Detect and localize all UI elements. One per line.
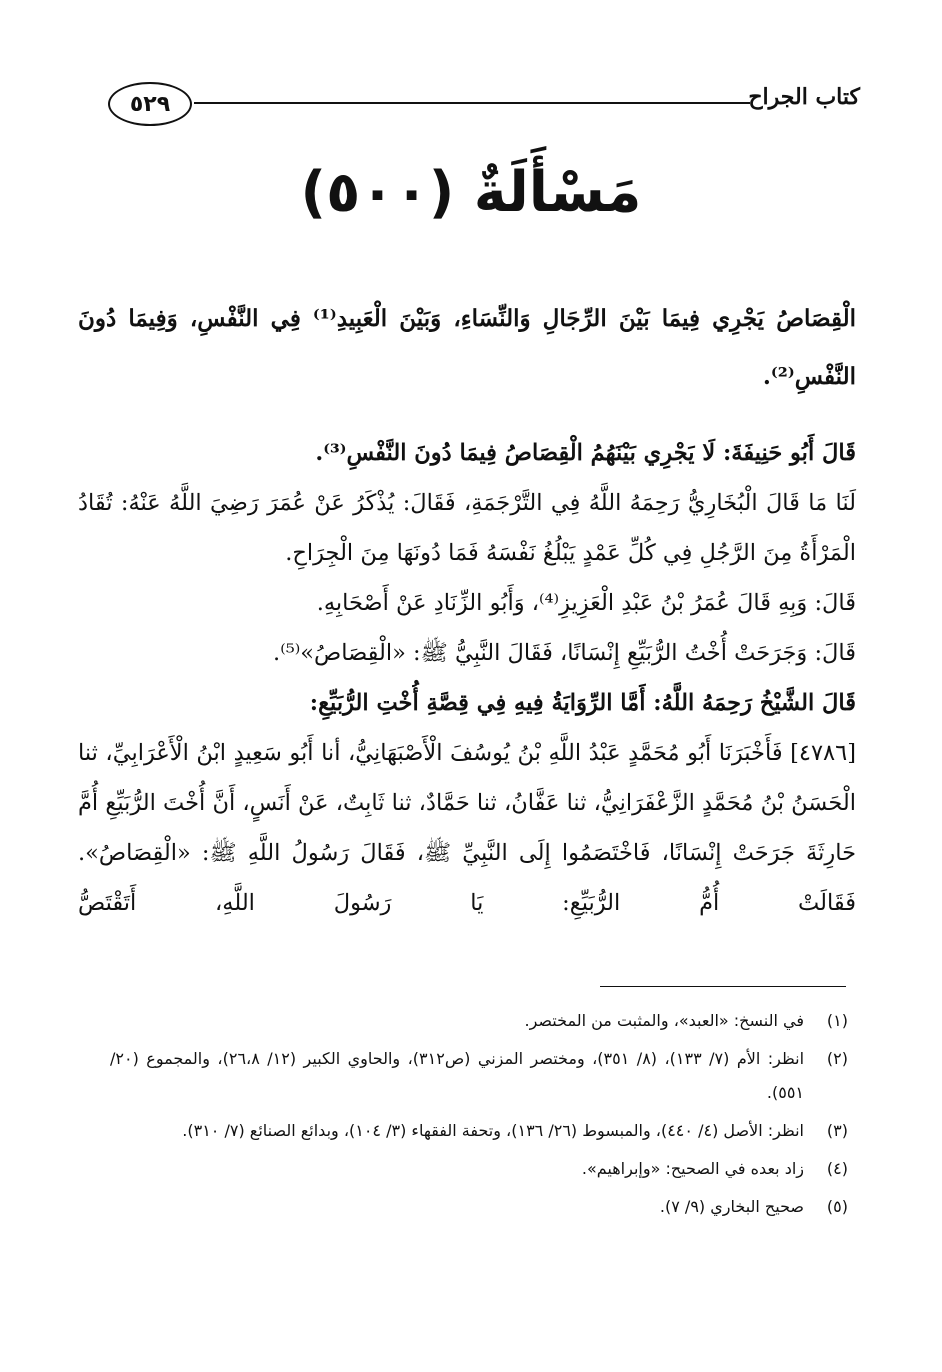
paragraph-hadith-4786: [٤٧٨٦] فَأَخْبَرَنَا أَبُو مُحَمَّدٍ عَبْدُ اللَّهِ بْنُ يُوسُفَ الْأَصْبَهَانِيُّ، أنا أَبُو سَعِيدٍ ابْنُ الْأَعْرَابِيِّ، ثنا الْحَسَنُ بْنُ مُحَمَّدٍ الزَّعْفَرَانِيُّ، ثنا عَفَّانُ، ثنا حَمَّادٌ، ثنا ثَابِتٌ، عَنْ أَنَسٍ، أَنَّ أُخْتَ الرُّبَيِّعِ أُمَّ حَارِثَةَ جَرَحَتْ إِنْسَانًا، فَاخْتَصَمُوا إِلَى النَّبِيِّ ﷺ، فَقَالَ رَسُولُ اللَّهِ ﷺ: «الْقِصَاصُ». فَقَالَتْ أُمُّ الرُّبَيِّعِ: يَا رَسُولَ اللَّهِ، أَتَقْتَصُّ — [78, 740, 856, 916]
footnote-text: صحيح البخاري (٩/ ٧). — [659, 1197, 804, 1216]
footnote — [110, 1042, 848, 1110]
footnote-number: (٣) — [826, 1121, 848, 1140]
paragraph-bukhari: لَنَا مَا قَالَ الْبُخَارِيُّ رَحِمَهُ اللَّهُ فِي التَّرْجَمَةِ، فَقَالَ: يُذْكَرُ عَنْ عُمَرَ رَضِيَ اللَّهُ عَنْهُ: تُقَادُ الْمَرْأَةُ مِنَ الرَّجُلِ فِي كُلِّ عَمْدٍ يَبْلُغُ نَفْسَهُ فَمَا دُونَهَا مِنَ الْجِرَاحِ. — [78, 490, 856, 566]
paragraph-abu-hanifa: قَالَ أَبُو حَنِيفَةَ: لَا يَجْرِي بَيْنَهُمُ الْقِصَاصُ فِيمَا دُونَ النَّفْسِ⁽³⁾. — [315, 440, 856, 466]
footnote-number: (٥) — [826, 1197, 848, 1216]
page-number: ٥٢٩ — [108, 82, 192, 126]
footnote-number: (١) — [826, 1011, 848, 1030]
paragraph-umar-abdulaziz: قَالَ: وَبِهِ قَالَ عُمَرُ بْنُ عَبْدِ الْعَزِيزِ⁽⁴⁾، وَأَبُو الزِّنَادِ عَنْ أَصْحَابِهِ. — [316, 590, 856, 616]
paragraph-shaykh: قَالَ الشَّيْخُ رَحِمَهُ اللَّهُ: أَمَّا الرِّوَايَةُ فِيهِ فِي قِصَّةِ أُخْتِ الرُّبَيِّعِ: — [309, 690, 856, 716]
masala-title: مَسْأَلَةٌ (٥٠٠) — [300, 160, 642, 225]
footnote — [110, 1004, 848, 1038]
page-header — [108, 82, 860, 130]
footnote-text: انظر: الأصل (٤/ ٤٤٠)، والمبسوط (٢٦/ ١٣٦)، وتحفة الفقهاء (٣/ ١٠٤)، وبدائع الصنائع (٧/ ٣١٠). — [182, 1121, 804, 1140]
footnote-number: (٢) — [826, 1049, 848, 1068]
masala-statement: الْقِصَاصُ يَجْرِي فِيمَا بَيْنَ الرِّجَالِ وَالنِّسَاءِ، وَبَيْنَ الْعَبِيدِ⁽¹⁾ فِي النَّفْسِ، وَفِيمَا دُونَ النَّفْسِ⁽²⁾. — [78, 305, 856, 390]
footnote-number: (٤) — [826, 1159, 848, 1178]
footnote-text: زاد بعده في الصحيح: «وإبراهيم». — [581, 1159, 804, 1178]
running-title: كتاب الجراح — [748, 84, 860, 110]
body-text — [78, 428, 856, 928]
footnote-separator — [600, 986, 846, 987]
footnote — [110, 1152, 848, 1186]
paragraph-rubayyi: قَالَ: وَجَرَحَتْ أُخْتُ الرُّبَيِّعِ إِنْسَانًا، فَقَالَ النَّبِيُّ ﷺ: «الْقِصَاصُ»⁽⁵⁾. — [273, 640, 856, 666]
footnote-text: انظر: الأم (٧/ ١٣٣)، (٨/ ٣٥١)، ومختصر المزني (ص٣١٢)، والحاوي الكبير (١٢/ ٢٦،٨)، والمجموع (٢٠/ ٥٥١). — [110, 1049, 805, 1102]
footnotes — [110, 1004, 848, 1228]
footnote — [110, 1114, 848, 1148]
footnote — [110, 1190, 848, 1224]
header-rule — [194, 102, 750, 104]
footnote-text: في النسخ: «العبد»، والمثبت من المختصر. — [524, 1011, 804, 1030]
